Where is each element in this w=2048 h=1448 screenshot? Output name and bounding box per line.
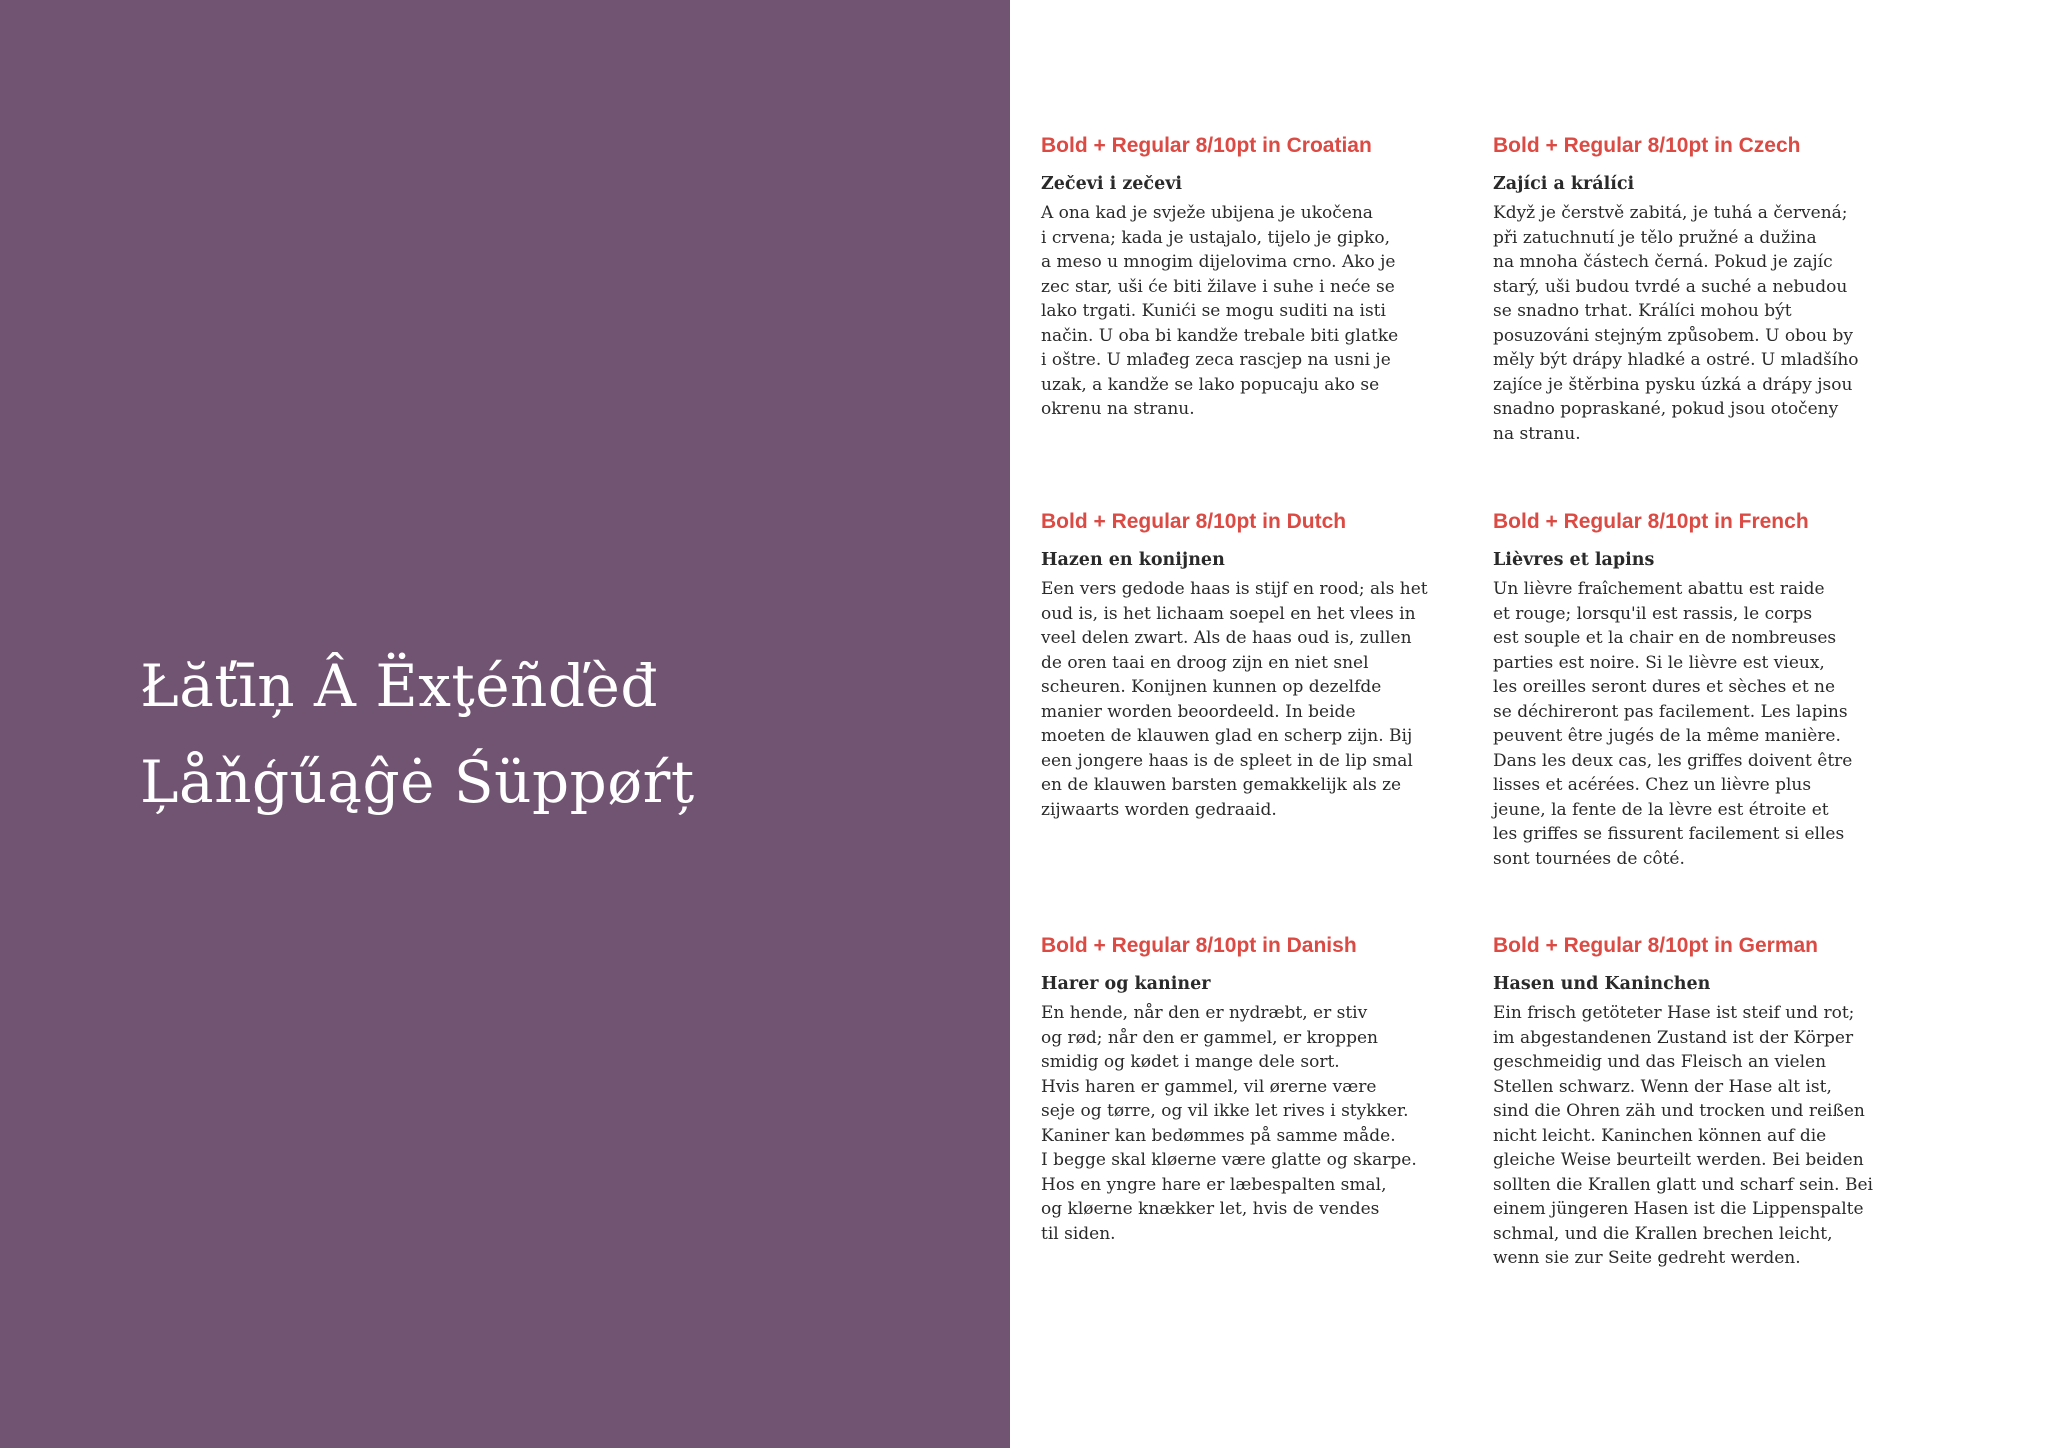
left-color-panel xyxy=(0,0,1010,1448)
sample-croatian xyxy=(1041,132,1461,422)
title-line-1: Łăťīņ Â Ëxţéñďèđ xyxy=(140,652,658,720)
page-title xyxy=(140,638,980,830)
sample-body: Ein frisch getöteter Hase ist steif und rot; im abgestandenen Zustand ist der Körper geschmeidig und das Fleisch an vielen Stellen schwarz. Wenn der Hase alt ist, sind die Ohren zäh und trocken und reißen nicht leicht. Kaninchen können auf die gleiche Weise beurteilt werden. Bei beiden sollten die Krallen glatt und scharf sein. Bei einem jüngeren Hasen ist die Lippenspalte schmal, und die Krallen brechen leicht, wenn sie zur Seite gedreht werden. xyxy=(1493,1003,1873,1268)
sample-label: Bold + Regular 8/10pt in Dutch xyxy=(1041,510,1347,533)
sample-heading: Lièvres et lapins xyxy=(1493,550,1655,570)
sample-label: Bold + Regular 8/10pt in Croatian xyxy=(1041,134,1372,157)
sample-heading: Harer og kaniner xyxy=(1041,974,1211,994)
sample-body: En hende, når den er nydræbt, er stiv og rød; når den er gammel, er kroppen smidig og kødet i mange dele sort. Hvis haren er gammel, vil ørerne være seje og tørre, og vil ikke let rives i stykker. Kaniner kan bedømmes på samme måde. I begge skal kløerne være glatte og skarpe. Hos en yngre hare er læbespalten smal, og kløerne knækker let, hvis de vendes til siden. xyxy=(1041,1003,1417,1244)
title-line-2: Ļåňģűąĝė Śüppøŕț xyxy=(140,748,695,816)
sample-body: Een vers gedode haas is stijf en rood; als het oud is, is het lichaam soepel en het vlees in veel delen zwart. Als de haas oud is, zullen de oren taai en droog zijn en niet snel scheuren. Konijnen kunnen op dezelfde manier worden beoordeeld. In beide moeten de klauwen glad en scherp zijn. Bij een jongere haas is de spleet in de lip smal en de klauwen barsten gemakkelijk als ze zijwaarts worden gedraaid. xyxy=(1041,579,1428,820)
sample-german xyxy=(1493,932,1913,1271)
sample-heading: Hasen und Kaninchen xyxy=(1493,974,1711,994)
sample-label: Bold + Regular 8/10pt in Danish xyxy=(1041,934,1357,957)
sample-danish xyxy=(1041,932,1461,1246)
sample-heading: Zečevi i zečevi xyxy=(1041,174,1183,194)
sample-label: Bold + Regular 8/10pt in German xyxy=(1493,934,1818,957)
sample-heading: Hazen en konijnen xyxy=(1041,550,1225,570)
sample-heading: Zajíci a králíci xyxy=(1493,174,1635,194)
sample-label: Bold + Regular 8/10pt in French xyxy=(1493,510,1809,533)
sample-label: Bold + Regular 8/10pt in Czech xyxy=(1493,134,1801,157)
sample-french xyxy=(1493,508,1913,871)
sample-czech xyxy=(1493,132,1913,446)
sample-body: Un lièvre fraîchement abattu est raide et rouge; lorsqu'il est rassis, le corps est souple et la chair en de nombreuses parties est noire. Si le lièvre est vieux, les oreilles seront dures et sèches et ne se déchireront pas facilement. Les lapins peuvent être jugés de la même manière. Dans les deux cas, les griffes doivent être lisses et acérées. Chez un lièvre plus jeune, la fente de la lèvre est étroite et les griffes se fissurent facilement si elles sont tournées de côté. xyxy=(1493,579,1853,869)
sample-body: A ona kad je svježe ubijena je ukočena i crvena; kada je ustajalo, tijelo je gipko, a meso u mnogim dijelovima crno. Ako je zec star, uši će biti žilave i suhe i neće se lako trgati. Kunići se mogu suditi na isti način. U oba bi kandže trebale biti glatke i oštre. U mlađeg zeca rascjep na usni je uzak, a kandže se lako popucaju ako se okrenu na stranu. xyxy=(1041,203,1399,419)
sample-dutch xyxy=(1041,508,1461,822)
sample-body: Když je čerstvě zabitá, je tuhá a červená; při zatuchnutí je tělo pružné a dužina na mnoha částech černá. Pokud je zajíc starý, uši budou tvrdé a suché a nebudou se snadno trhat. Králíci mohou být posuzováni stejným způsobem. U obou by měly být drápy hladké a ostré. U mladšího zajíce je štěrbina pysku úzká a drápy jsou snadno popraskané, pokud jsou otočeny na stranu. xyxy=(1493,203,1859,444)
